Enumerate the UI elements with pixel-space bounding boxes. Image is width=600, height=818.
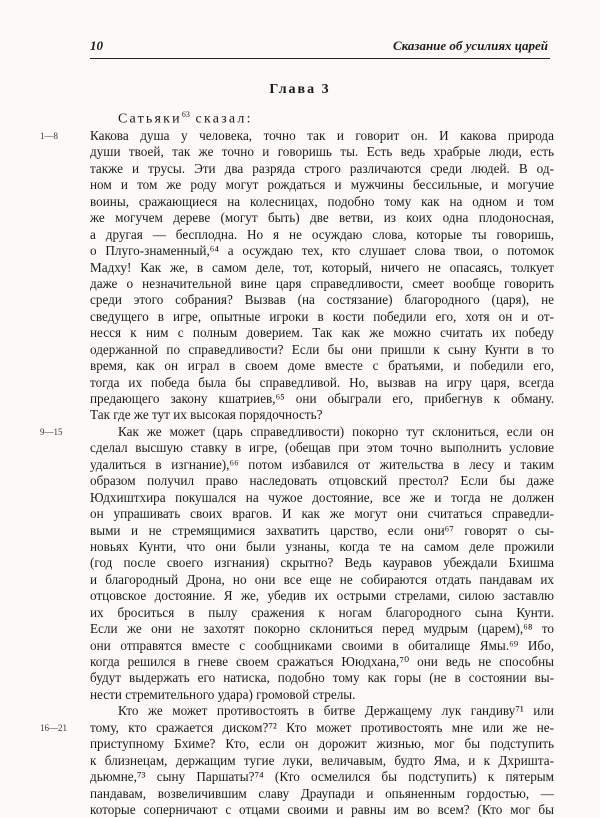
text-line: выми и не стремящимися захватить царство, если они⁶⁷ говорят о сы- xyxy=(90,522,554,538)
text-line: среди этого собрания? Вызвав (на состязание) благородного (царя), не xyxy=(90,292,554,308)
text-line: они отправятся вместе с сообщниками своими в обиталище Ямы.⁶⁹ Ибо, xyxy=(90,637,554,653)
speaker-verb: сказал: xyxy=(195,111,253,127)
page-number: 10 xyxy=(90,38,103,53)
text-line: их броситься в пылу сражения к ногам благородного сына Кунти. xyxy=(90,604,554,620)
text-line: души твоей, так же точно и говоришь ты. Есть ведь храбрые люди, есть xyxy=(90,144,554,160)
text-line: даже о незначительной вине царя справедливости, смеет вообще говорить xyxy=(90,275,554,291)
text-line: Кто же может противостоять в битве Держащему лук гандиву⁷¹ или xyxy=(118,703,554,719)
text-line: пандавам, возвеличившим славу Драупади и опьяненным гордостью, — xyxy=(90,785,554,801)
text-line: отцовское достояние. Я же, убедив их острыми стрелами, силою заставлю xyxy=(90,588,554,604)
text-line: тогда их победа была бы справедливой. Но, вызвав на игру царя, всегда xyxy=(90,374,554,390)
text-line: сведущего в игре, опытные игроки в кости победили его, хотя он и от- xyxy=(90,308,554,324)
text-line: когда решился в гневе своем сражаться Ююдхана,⁷⁰ они ведь не способны xyxy=(90,654,554,669)
text-line: и благородный Дрона, но они все еще не собираются отдать пандавам их xyxy=(90,571,554,587)
text-line: удалиться в изгнание),⁶⁶ потом избавился от жительства в лесу и таким xyxy=(90,456,554,472)
text-line: же могучем дереве (могут быть) две ветви, из коих одна плодоносная, xyxy=(90,210,554,226)
text-line: сделал высшую ставку в игре, (обещав при этом точно выполнить условие xyxy=(90,440,554,456)
header-rule xyxy=(90,58,550,59)
text-line: к близнецам, держащим тугие луки, величавым, будто Яма, и к Дхришта- xyxy=(90,752,554,768)
text-line: несся к ним с полным доверием. Так как же можно считать их победу xyxy=(90,325,554,341)
text-line: время, как он играл в своем доме вместе с братьями, и победили его, xyxy=(90,358,554,374)
speaker-line xyxy=(118,110,253,128)
text-line: Юдхиштхира покушался на чужое достояние, все же и тогда не должен xyxy=(90,489,554,505)
text-line: он упрашивать своих врагов. И как же могут они считаться справедли- xyxy=(90,506,554,522)
text-line: Как же может (царь справедливости) покорно тут склониться, если он xyxy=(118,423,554,439)
text-line: предающего закону кшатриев,⁶⁵ они обыграли его, прибегнув к обману. xyxy=(90,391,554,406)
text-line: одержанной по справедливости? Если бы они пришли к сыну Кунти в то xyxy=(90,341,554,357)
page-header xyxy=(90,38,548,54)
chapter-title: Глава 3 xyxy=(269,82,331,97)
text-line: (год после своего изгнания) скрытно? Ведь кауравов убеждали Бхишма xyxy=(90,555,554,571)
speaker-name: Сатьяки xyxy=(118,111,182,127)
speaker-footnote: 63 xyxy=(181,110,190,119)
verse-mark: 1—8 xyxy=(40,131,58,141)
text-line: Так где же тут их высокая порядочность? xyxy=(90,407,323,423)
body-text xyxy=(90,128,554,818)
text-line: а другая — бесплодна. Но я не осуждаю слова, которые ты говоришь, xyxy=(90,226,554,242)
text-line: воины, сражающиеся на колесницах, подобно тому как на одном и том xyxy=(90,193,554,209)
running-title: Сказание об усилиях царей xyxy=(392,38,548,53)
text-line: приступному Бхиме? Кто, если он дорожит жизнью, мог бы подступить xyxy=(90,736,554,752)
text-line: Какова душа у человека, точно так и говорит он. И какова природа xyxy=(90,128,554,143)
text-line: нести стремительного удара) громовой стрелы. xyxy=(90,686,356,702)
text-line: также и трусы. Эти два разряда строго различаются среди людей. В од- xyxy=(90,160,554,176)
verse-mark: 16—21 xyxy=(40,723,67,733)
text-line: образом получил право наследовать отцовский престол? Если бы даже xyxy=(90,473,554,489)
text-line: которые соперничают с отцами своими и равны им во всем? (Кто мог бы xyxy=(90,801,554,817)
verse-mark: 9—15 xyxy=(40,427,63,437)
text-line: о Плуго-знаменный,⁶⁴ а осуждаю тех, кто слушает слова твои, о потомок xyxy=(90,243,554,259)
text-line: ном и том же роду могут рождаться и мужчины бессильные, и могучие xyxy=(90,177,554,193)
text-line: Если же они не захотят покорно склониться перед мудрым (царем),⁶⁸ то xyxy=(90,621,554,637)
text-line: новьях Кунти, что они были узнаны, когда те на самом деле прожили xyxy=(90,538,554,554)
text-line: будут выдержать его натиска, подобно тому как горы (не в состоянии вы- xyxy=(90,670,554,686)
text-line: тому, кто сражается диском?⁷² Кто может противостоять мне или же не- xyxy=(90,719,554,735)
text-line: дьюмне,⁷³ сыну Паршаты?⁷⁴ (Кто осмелился бы подступить) к пятерым xyxy=(90,769,554,785)
text-line: Мадху! Как же, в самом деле, тот, который, ничего не опасаясь, толкует xyxy=(90,259,554,275)
